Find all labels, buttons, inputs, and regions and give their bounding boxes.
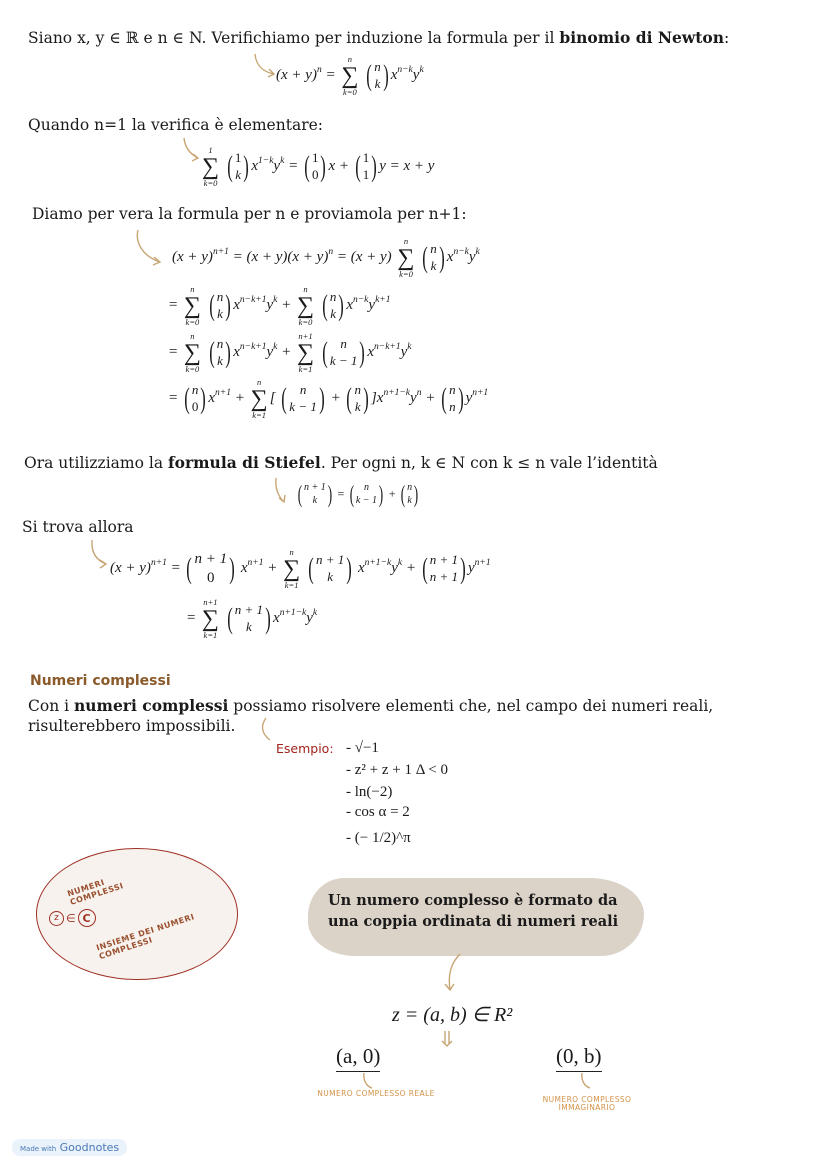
n1-verification-formula: 1 ∑ k=0 ( 1 k ) $x^{1-k}y^k$ = ( 1 0 ) x + ( 1 1 ) y = x + y (202, 145, 435, 188)
example-item: - z² + z + 1 Δ < 0 (346, 762, 449, 778)
induction-step-4: = ( n 0 ) $x^{n+1}$ + n ∑ k=1 [ ( n k − 1 ) + ( n k ) ]$x^{n+1-k}y^n$ + ( n n ) $y^{n+1}$ (168, 377, 489, 420)
z-symbol: z (49, 911, 64, 926)
real-part: (a, 0) (336, 1044, 380, 1072)
induction-step-1: $(x + y)^{n+1} = (x + y)(x + y)^n = (x + y)$ n ∑ k=0 ( n k ) $x^{n-k}y^k$ (172, 236, 480, 279)
induction-step-3: = n ∑ k=0 ( n k ) $x^{n-k+1}y^k$ + n+1 ∑ k=1 ( n k − 1 ) $x^{n-k+1}y^k$ (168, 331, 412, 374)
complex-intro-line2: risulterebbero impossibili. (28, 717, 236, 735)
in-symbol: ∈ (66, 911, 76, 925)
allora-line: Si trova allora (22, 518, 134, 536)
double-down-arrow-icon (440, 1030, 454, 1048)
curved-arrow-icon (440, 952, 468, 994)
stiefel-line: Ora utilizziamo la formula di Stiefel. Per ogni n, k ∈ N con k ≤ n vale l’identità (24, 453, 658, 472)
curved-arrow-icon (132, 228, 168, 270)
goodnotes-badge[interactable] (12, 1139, 127, 1156)
made-with-text: Made with (20, 1145, 57, 1153)
numeri-complessi-bold: numeri complessi (74, 696, 229, 715)
binomial-theorem-formula: $(x + y)^n$ = n ∑ k=0 ( n k ) $x^{n-k}y^k$ (276, 54, 424, 97)
definition-cloud (308, 878, 644, 956)
induction-line: Diamo per vera la formula per n e proviamola per n+1: (32, 205, 467, 223)
example-item: - √−1 (346, 740, 379, 756)
imag-note: NUMERO COMPLESSO IMMAGINARIO (542, 1095, 632, 1113)
induction-step-2: = n ∑ k=0 ( n k ) $x^{n-k+1}y^k$ + n ∑ k=0 ( n k ) $x^{n-k}y^{k+1}$ (168, 284, 391, 327)
example-item: - ln(−2) (346, 784, 393, 800)
z-definition: z = (a, b) ∈ R² (392, 1004, 513, 1026)
c-symbol: C (78, 909, 96, 927)
bubble-label-bottom: INSIEME DEI NUMERI COMPLESSI (95, 912, 196, 962)
z-in-c (49, 909, 96, 927)
complex-set-bubble (36, 848, 238, 980)
curved-arrow-icon (578, 1072, 594, 1092)
goodnotes-brand: Goodnotes (59, 1141, 120, 1154)
intro-line: Siano x, y ∈ ℝ e n ∈ N. Verifichiamo per induzione la formula per il binomio di Newton: (28, 28, 730, 47)
stiefel-formula: ( n + 1 k ) = ( n k − 1 ) + ( n k ) (297, 481, 419, 508)
esempio-label: Esempio: (276, 741, 334, 756)
n1-line: Quando n=1 la verifica è elementare: (28, 116, 323, 134)
section-title: Numeri complessi (30, 673, 171, 689)
curved-arrow-icon (88, 538, 112, 572)
curved-arrow-icon (272, 476, 292, 506)
stiefel-bold: formula di Stiefel (167, 453, 321, 472)
curved-arrow-icon (258, 716, 278, 746)
binomio-newton-bold: binomio di Newton (559, 28, 724, 47)
bubble-label-top: NUMERI COMPLESSI (66, 877, 125, 907)
example-item: - cos α = 2 (346, 804, 410, 820)
definition-text: Un numero complesso è formato da una coppia ordinata di numeri reali (328, 892, 619, 930)
result-formula-1: $(x + y)^{n+1}$ = ( n + 1 0 ) $x^{n+1}$ + n ∑ k=1 ( n + 1 k ) $x^{n+1-k}y^k$ + ( n + 1 n + 1 ) $y^{n+1}$ (110, 547, 491, 590)
complex-intro-line: Con i numeri complessi possiamo risolvere elementi che, nel campo dei numeri reali, (28, 696, 714, 715)
real-note: NUMERO COMPLESSO REALE (317, 1089, 435, 1098)
example-item: - (− 1/2)^π (346, 830, 411, 846)
imag-part: (0, b) (556, 1044, 602, 1072)
result-formula-2: = n+1 ∑ k=1 ( n + 1 k ) $x^{n+1-k}y^k$ (186, 597, 318, 640)
